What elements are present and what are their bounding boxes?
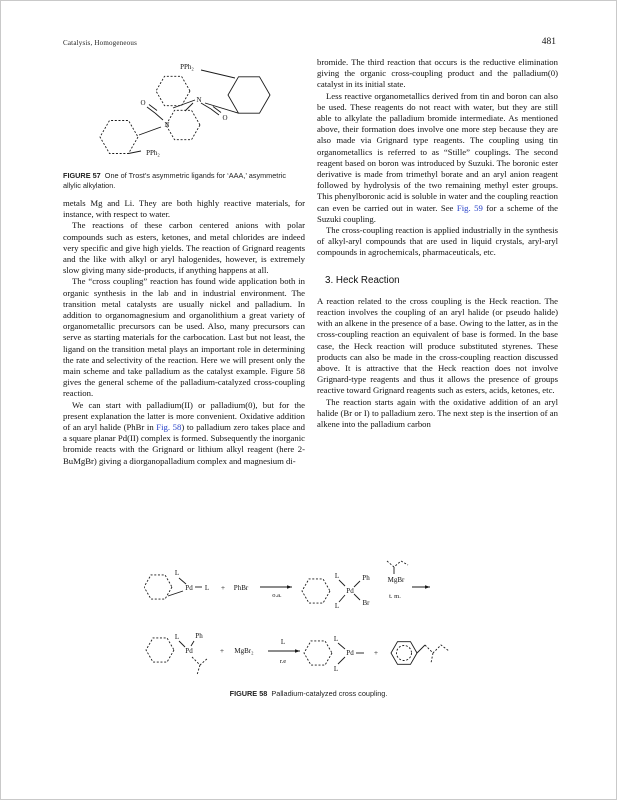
running-header: Catalysis, Homogeneous: [63, 39, 138, 47]
section-heading: 3. Heck Reaction: [325, 274, 400, 286]
ph-label: Ph: [361, 574, 370, 582]
pd-label: Pd: [184, 647, 193, 655]
paragraph-text: ) to palladium zero takes place and a square planar Pd(II) complex is formed. Subsequently the inorganic bromide reacts with the Grignard or lithium alkyl reagent (here 2-BuMgBr) giving a diorganopalladium complex and magnesium di-: [63, 422, 306, 466]
oxidative-addition-arrow: [260, 585, 292, 599]
figure57-caption: [63, 171, 305, 190]
pd-label: Pd: [345, 649, 354, 657]
mgbr-label: MgBr: [387, 576, 404, 584]
ligand-label: L: [334, 602, 339, 610]
plus-sign: +: [220, 583, 225, 592]
paragraph-text: The reaction starts again with the oxidative addition of an aryl halide (Br or I) to palladium zero. The next step is the insertion of an alkene into the palladium carbon: [317, 396, 558, 430]
figure57-caption-text: One of Trost’s asymmetric ligands for ‘AAA,’ asymmetric allylic alkylation.: [63, 171, 287, 190]
paragraph: [317, 57, 558, 91]
right-column: [317, 57, 558, 430]
paragraph: [63, 198, 305, 220]
figure58-caption-label: FIGURE 58: [229, 689, 268, 698]
ligand-label: L: [174, 569, 179, 577]
l2pd-ph-br-complex: [302, 572, 370, 610]
paragraph-text: The “cross coupling” reaction has found wide application both in organic synthesis in the lab and in industrial environment. The transition metal catalysts are usually nickel and palladium. In addition to organomagnesium and organolithium a great variety of organometallic precursors can be used. Also, many precursors can serve as starting materials for the carbocation. Last but not least, the ligand on the transition metal plays an important role in determining the rate and selectivity of the reaction. Here we will present only the main scheme and take palladium as the catalyst example. Figure 58 gives the general scheme of the palladium-catalyzed cross-coupling reaction.: [63, 276, 305, 399]
fig58-crossref-link[interactable]: Fig. 58: [156, 422, 182, 433]
paragraph-text: metals Mg and Li. They are both highly reactive materials, for instance, with respect to water.: [63, 198, 305, 220]
plus-sign: +: [219, 646, 224, 655]
pd-l3-complex: [144, 569, 209, 599]
pd-l3-product-complex: [304, 635, 364, 673]
ligand-label: L: [174, 633, 179, 641]
pph2-label: PPh₂: [146, 149, 160, 157]
n-label: N: [164, 121, 170, 129]
ligand-label: L: [334, 572, 339, 580]
tm-label: t. m.: [388, 593, 401, 600]
paragraph: [317, 225, 558, 259]
re-label: r.e: [279, 658, 286, 665]
figure58-scheme: [144, 547, 474, 685]
figure58-caption: [1, 689, 616, 699]
cyclohexane-ring: [166, 110, 200, 139]
n-label: N: [196, 96, 202, 104]
reductive-elimination-arrow: [268, 638, 300, 665]
paragraph: [317, 296, 558, 397]
figure58: [1, 547, 616, 699]
paragraph-text: Less reactive organometallics derived from tin and boron can also be used. These reagents do not react with water, but they are still able to alkylate the palladium bromide intermediate. As mentioned above, their formation does involve one more step because they are also made via Grignard type reagents. The coupling using tin organometallics is referred to as “Stille” couplings. The second reagent based on boron was introduced by Suzuki. The boronic ester derivative is made from trimethyl borate and an aryl anion reagent followed by hydrolysis of the two remaining methyl ester groups. This phenylboronic acid is soluble in water and the coupling reaction can even be carried out in water. See: [317, 90, 558, 213]
sec-butylbenzene-product: [391, 642, 449, 665]
ligand-label: L: [280, 638, 285, 646]
mgbr2-label: MgBr₂: [233, 647, 254, 655]
paragraph: [63, 276, 305, 399]
paragraph-text: bromide. The third reaction that occurs is the reductive elimination giving the organic cross-coupling product and the palladium(0) catalyst in its initial state.: [317, 57, 558, 90]
cyclohexane-ring: [156, 76, 190, 105]
page-number: 481: [541, 37, 556, 47]
ligand-label: L: [204, 584, 209, 592]
figure57-caption-label: FIGURE 57: [63, 171, 101, 180]
pd-label: Pd: [184, 584, 193, 592]
br-label: Br: [362, 599, 369, 607]
l2pd-ph-bu-complex: [146, 632, 208, 675]
ligand-label: L: [333, 665, 338, 673]
paragraph: [317, 91, 558, 225]
paragraph: [63, 220, 305, 276]
oa-label: o.a.: [271, 592, 282, 599]
plus-sign: +: [373, 648, 378, 657]
paragraph-text: A reaction related to the cross coupling is the Heck reaction. The reaction involves the coupling of an aryl halide (or pseudo halide) with an alkene in the presence of a base. Owing to the latter, as in the cross-coupling reaction an equivalent of base is formed. In the base case, the Heck reaction will produce substituted styrenes. These products can also be made in the cross-coupling reaction discussed above. It is attractive that the Heck reaction does not involve Grignard-type reagents and thus it allows the presence of groups reactive toward Grignard reagents such as esters, acids, ketones, etc.: [317, 295, 558, 396]
phbr-label: PhBr: [233, 584, 248, 592]
pd-label: Pd: [345, 587, 354, 595]
o-label: O: [222, 114, 228, 122]
figure57-structure: [63, 51, 305, 163]
o-label: O: [140, 99, 146, 107]
transmetallation-arrow: [387, 561, 430, 600]
ph-label: Ph: [194, 632, 203, 640]
figure57: [63, 51, 305, 190]
ligand-label: L: [333, 635, 338, 643]
phenyl-ring: [100, 121, 138, 154]
paragraph-text: We can start with palladium(II) or palladium(0), but for the present explanation the latter is more convenient. Oxidative addition of an aryl halide (PhBr in: [63, 399, 305, 433]
benzene-ring: [228, 77, 270, 113]
paragraph: [63, 400, 305, 467]
figure58-caption-text: Palladium-catalyzed cross coupling.: [271, 689, 388, 698]
fig59-crossref-link[interactable]: Fig. 59: [456, 202, 483, 213]
paragraph-text: The reactions of these carbon centered anions with polar compounds such as esters, ketones, and metal chlorides are indeed very specific and give high yields. The reaction of Grignard reagents and the like with alkyl or aryl halogenides, however, is extremely slow giving many side-products, if anything happens at all.: [63, 220, 305, 276]
paragraph-text: The cross-coupling reaction is applied industrially in the synthesis of alkyl-aryl compounds that are used in liquid crystals, aryl-aryl compounds in agrochemicals, pharmaceuticals, etc.: [317, 225, 558, 258]
paragraph: [317, 397, 558, 431]
left-column: [63, 198, 305, 467]
paragraph-text: for a scheme of the Suzuki coupling.: [317, 202, 559, 224]
pph2-label: PPh₂: [180, 63, 194, 71]
